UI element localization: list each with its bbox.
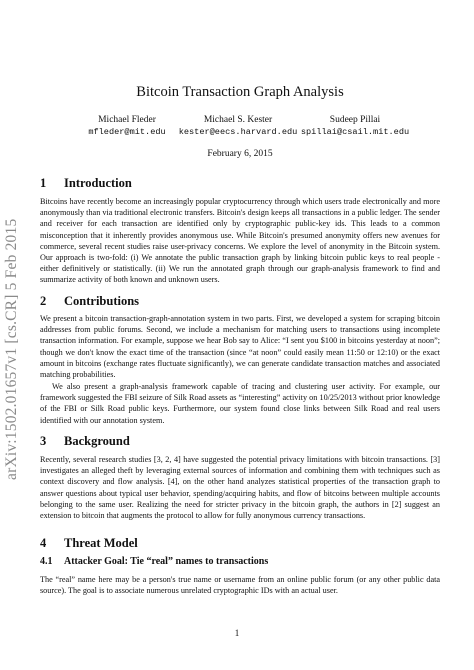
author-name: Sudeep Pillai	[329, 115, 381, 125]
subsection-number: 4.1	[40, 556, 53, 567]
section-number: 4	[40, 536, 47, 550]
contributions-paragraph-1: We present a bitcoin transaction-graph-annotation system in two parts. First, we developed a system for scraping bitcoin addresses from public forums. Second, we include a mechanism for matching users to transactions using incomplete transaction information. For example, suppose we hear Bob say to Alice: “I sent you $100 in bitcoins yesterday at noon”; though we don't know the exact time of the transaction (since “at noon” could easily mean 11:50 or 12:10) or the exact amount in bitcoins (exchange rates fluctuate significantly), we can generate candidate transaction matches and associated matching probabilities.	[40, 314, 440, 380]
paper-title: Bitcoin Transaction Graph Analysis	[136, 84, 344, 100]
author-3	[290, 114, 420, 138]
attacker-goal-paragraph: The “real” name here may be a person's true name or username from an online public forum (or any other public data source). The goal is to associate numerous unrelated cryptographic IDs with an actual user.	[40, 575, 440, 596]
section-title: Introduction	[64, 176, 132, 190]
author-email: kester@eecs.harvard.edu	[178, 127, 298, 137]
section-title: Contributions	[64, 294, 140, 308]
section-title: Background	[64, 434, 130, 448]
section-heading-threat-model	[40, 536, 138, 551]
section-title: Threat Model	[64, 536, 138, 550]
author-email: spillai@csail.mit.edu	[300, 127, 410, 137]
subsection-heading-attacker-goal	[40, 556, 268, 567]
author-2	[173, 114, 303, 138]
section-number: 1	[40, 176, 47, 190]
paper-date: February 6, 2015	[207, 149, 273, 159]
section-number: 3	[40, 434, 47, 448]
subsection-title: Attacker Goal: Tie “real” names to transactions	[64, 556, 269, 567]
intro-paragraph: Bitcoins have recently become an increasingly popular cryptocurrency through which users trade electronically and more anonymously than via traditional electronic transfers. Bitcoin's design keeps all transactions in a public ledger. The sender and receiver for each transaction are identified only by cryptographic public-key ids. This leads to a common misconception that it inherently provides anonymous use. While Bitcoin's presumed anonymity offers new avenues for commerce, several recent studies raise user-privacy concerns. We explore the level of anonymity in the Bitcoin system. Our approach is two-fold: (i) We annotate the public transaction graph by linking bitcoin public keys to real people - either definitively or statistically. (ii) We run the annotated graph through our graph-analysis framework to find and summarize activity of both known and unknown users.	[40, 197, 440, 285]
section-number: 2	[40, 294, 47, 308]
arxiv-identifier: arXiv:1502.01657v1 [cs.CR] 5 Feb 2015	[3, 218, 20, 480]
section-heading-contributions	[40, 294, 139, 309]
author-name: Michael Fleder	[98, 115, 156, 125]
page-number: 1	[234, 628, 240, 638]
section-heading-introduction	[40, 176, 132, 191]
author-email: mfleder@mit.edu	[88, 127, 166, 137]
section-heading-background	[40, 434, 130, 449]
background-paragraph: Recently, several research studies [3, 2, 4] have suggested the potential privacy limitations with bitcoin transactions. [3] investigates an alleged theft by leveraging external sources of information and combining them with techniques such as context discovery and flow analysis. [4], on the other hand analyzes statistical properties of the transaction graph to answer questions about typical user behavior, spending/acquiring habits, and flow of bitcoins between multiple accounts belonging to the same user. Realizing the need for stricter privacy in the bitcoin graph, the authors in [2] suggest an extension to bitcoin that augments the protocol to allow for fully anonymous currency transactions.	[40, 455, 440, 521]
contributions-paragraph-2: We also present a graph-analysis framework capable of tracing and clustering user activity. For example, our framework suggested the FBI seizure of Silk Road assets as “interesting” activity on 10/25/2013 without prior knowledge of the FBI or Silk Road public keys. Furthermore, our system found close links between Silk Road and real users identified with our annotation system.	[40, 382, 440, 425]
author-name: Michael S. Kester	[203, 115, 273, 125]
